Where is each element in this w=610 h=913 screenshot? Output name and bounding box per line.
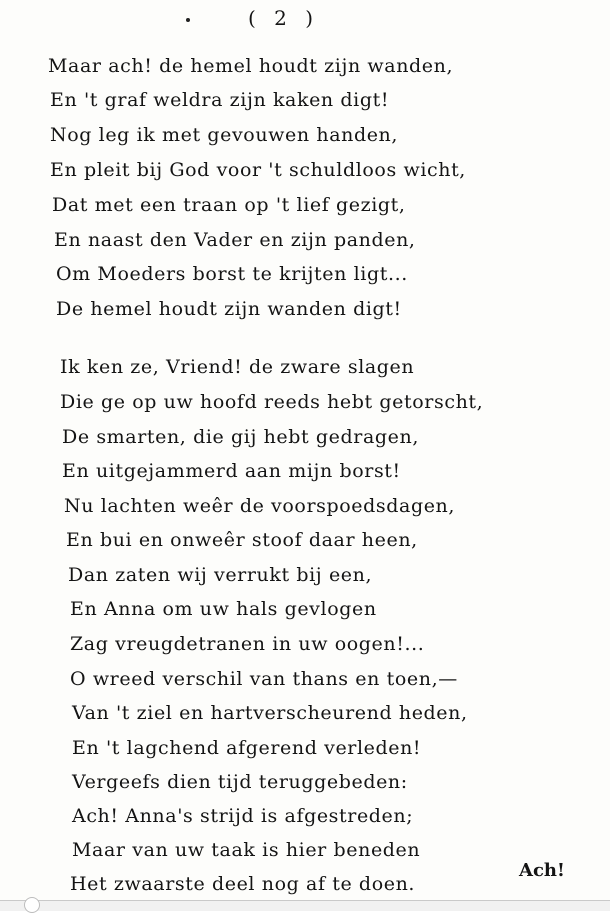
verse-line: En 't lagchend afgerend verleden! xyxy=(72,737,422,759)
verse-line: En bui en onweêr stoof daar heen, xyxy=(66,529,418,551)
verse-line: Nu lachten weêr de voorspoedsdagen, xyxy=(64,495,456,517)
verse-line: En naast den Vader en zijn panden, xyxy=(54,229,416,251)
verse-line: O wreed verschil van thans en toen,— xyxy=(70,668,458,690)
verse-line: Ach! Anna's strijd is afgestreden; xyxy=(72,805,414,827)
verse-line: Nog leg ik met gevouwen handen, xyxy=(50,124,399,146)
verse-line: En 't graf weldra zijn kaken digt! xyxy=(50,89,390,111)
verse-line: Van 't ziel en hartverscheurend heden, xyxy=(72,702,468,724)
verse-line: De hemel houdt zijn wanden digt! xyxy=(56,298,402,320)
verse-line: Die ge op uw hoofd reeds hebt getorscht, xyxy=(60,391,484,413)
verse-line: De smarten, die gij hebt gedragen, xyxy=(62,426,419,448)
verse-line: Om Moeders borst te krijten ligt... xyxy=(56,263,408,285)
verse-line: Dat met een traan op 't lief gezigt, xyxy=(52,194,406,216)
verse-line: Het zwaarste deel nog af te doen. xyxy=(70,873,416,895)
scroll-handle-icon[interactable] xyxy=(24,897,40,913)
verse-line: Vergeefs dien tijd teruggebeden: xyxy=(72,771,408,793)
catchword: Ach! xyxy=(519,860,565,881)
verse-line: Ik ken ze, Vriend! de zware slagen xyxy=(60,356,415,378)
verse-line: En uitgejammerd aan mijn borst! xyxy=(62,460,401,482)
printer-mark-dot xyxy=(186,18,190,22)
page-number: ( 2 ) xyxy=(248,6,320,30)
bottom-scroll-strip[interactable] xyxy=(0,900,610,911)
verse-line: En Anna om uw hals gevlogen xyxy=(70,598,377,620)
verse-line: Dan zaten wij verrukt bij een, xyxy=(68,564,373,586)
verse-line: Zag vreugdetranen in uw oogen!... xyxy=(70,633,425,655)
verse-line: En pleit bij God voor 't schuldloos wicht, xyxy=(50,159,466,181)
page-header xyxy=(0,6,610,34)
verse-line: Maar ach! de hemel houdt zijn wanden, xyxy=(48,55,454,77)
verse-line: Maar van uw taak is hier beneden xyxy=(72,839,421,861)
